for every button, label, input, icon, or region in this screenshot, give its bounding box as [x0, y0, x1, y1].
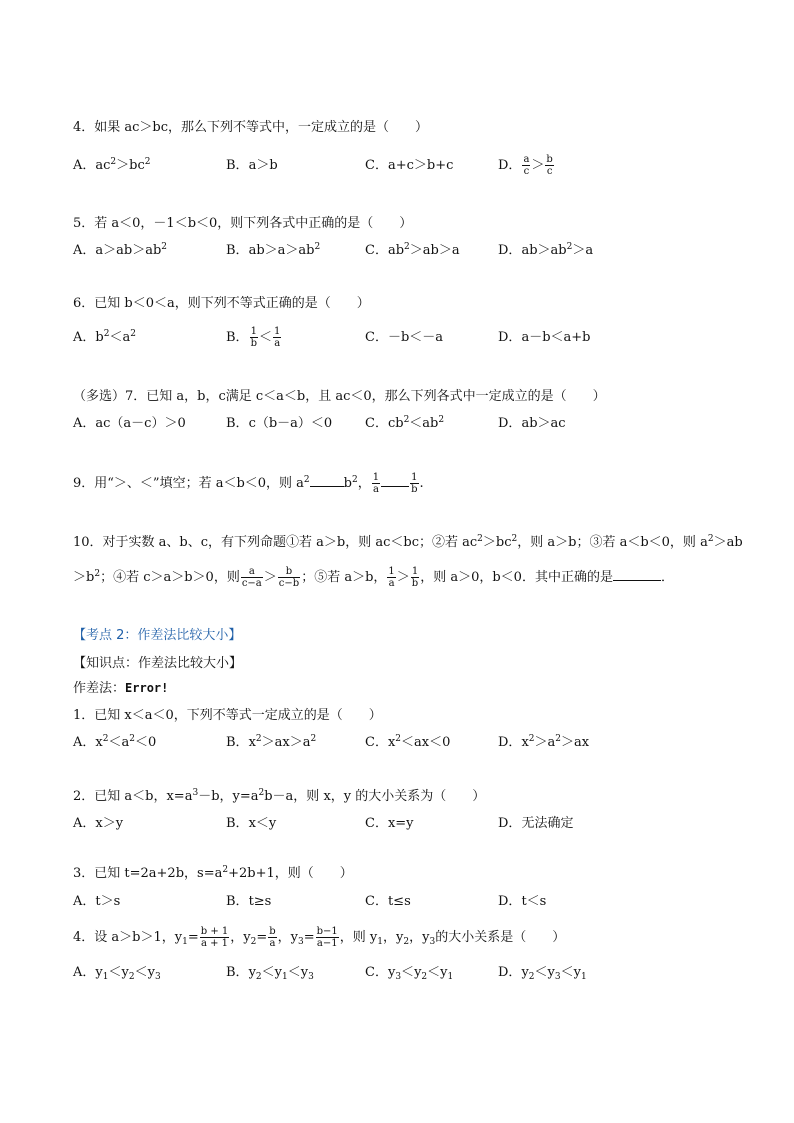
q6-option-d[interactable]: D．a－b＜a+b [498, 330, 591, 345]
q9-line: 9．用“＞、＜”填空；若 a＜b＜0，则 $a^2$ $b^2$， $\frac{1}{a}$ $\frac{1}{b}$ . [73, 472, 424, 495]
q4-stem: 4．如果 ac＞bc，那么下列不等式中，一定成立的是（ ） [73, 120, 429, 135]
s3-option-a[interactable]: A．t＞s [73, 894, 121, 909]
answer-blank[interactable] [310, 474, 344, 487]
q5-option-b[interactable]: B．$ab>a>ab^2$ [226, 242, 321, 258]
q6-option-c[interactable]: C．－b＜－a [365, 330, 444, 345]
q10-line-2: $>b^2$；④若 c＞a＞b＞0，则 $\frac{a}{c-a}$ ＞ $\frac{b}{c-b}$ ；⑤若 a＞b， $\frac{1}{a}$ ＞ $\frac{1}{b}$ ，则 a＞0，b＜0．其中正确的是 ． [73, 566, 674, 589]
s1-stem: 1．已知 x＜a＜0，下列不等式一定成立的是（ ） [73, 708, 382, 723]
q7-option-a[interactable]: A．ac（a－c）＞0 [73, 416, 186, 431]
q6-option-a[interactable]: A．$b^2<a^2$ [73, 329, 136, 345]
q6-option-b[interactable]: B． $\frac{1}{b}$ ＜ $\frac{1}{a}$ [226, 326, 281, 349]
s3-option-d[interactable]: D．t＜s [498, 894, 547, 909]
s2-option-d[interactable]: D．无法确定 [498, 816, 574, 831]
s2-stem: 2．已知 a＜b，$x=a^3-b$，$y=a^2b-a$，则 x，y 的大小关系为（ ） [73, 788, 486, 804]
s4-stem: 4．设 a＞b＞1，$y_1=$ $\frac{b + 1}{a + 1}$ ，$y_2=$ $\frac{b}{a}$ ，$y_3=$ $\frac{b-1}{a-1}$ ，则 $y_1$，$y_2$，$y_3$的大小关系是（ ） [73, 926, 566, 949]
answer-blank[interactable] [613, 568, 661, 581]
q4-option-a[interactable]: A．$ac^2>bc^2$ [73, 157, 151, 173]
s2-option-b[interactable]: B．x＜y [226, 816, 277, 831]
s1-option-a[interactable]: A．$x^2<a^2<0$ [73, 734, 157, 750]
s4-option-b[interactable]: B．$y_2<y_1<y_3$ [226, 965, 314, 982]
fraction: $\frac{1}{a}$ [388, 566, 395, 589]
q6-stem: 6．已知 b＜0＜a，则下列不等式正确的是（ ） [73, 296, 370, 311]
fraction: $\frac{1}{a}$ [372, 472, 380, 495]
answer-blank[interactable] [381, 474, 409, 487]
s1-option-b[interactable]: B．$x^2>ax>a^2$ [226, 734, 317, 750]
method-label: 作差法：Error! [73, 681, 169, 696]
s4-option-d[interactable]: D．$y_2<y_3<y_1$ [498, 965, 587, 982]
fraction: $\frac{b}{c}$ [546, 154, 553, 177]
q5-option-a[interactable]: A．$a>ab>ab^2$ [73, 242, 168, 258]
s2-option-c[interactable]: C．x=y [365, 816, 414, 831]
s2-option-a[interactable]: A．x＞y [73, 816, 124, 831]
fraction: $\frac{b}{a}$ [269, 926, 276, 949]
s3-option-c[interactable]: C．t≤s [365, 894, 411, 909]
q10-line-1: 10．对于实数 a、b、c，有下列命题①若 a＞b，则 ac＜bc；②若 $ac^2>bc^2$，则 a＞b；③若 a＜b＜0，则 $a^2>ab$ [73, 534, 743, 550]
q4-option-b[interactable]: B．a＞b [226, 158, 278, 173]
q7-option-b[interactable]: B．c（b－a）＜0 [226, 416, 333, 431]
fraction: $\frac{b + 1}{a + 1}$ [200, 926, 229, 949]
s1-option-c[interactable]: C．$x^2<ax<0$ [365, 734, 451, 750]
q7-stem: （多选）7．已知 a，b，c满足 c＜a＜b，且 ac＜0，那么下列各式中一定成立的是（ ） [73, 389, 606, 404]
fraction: $\frac{1}{b}$ [250, 326, 257, 349]
s3-stem: 3．已知 t=2a+2b，$s=a^2+2b+1$，则（ ） [73, 865, 353, 881]
q4-option-c[interactable]: C．a+c＞b+c [365, 158, 454, 173]
option-label: A． [73, 158, 96, 173]
s1-option-d[interactable]: D．$x^2>a^2>ax$ [498, 734, 590, 750]
s4-option-a[interactable]: A．$y_1<y_2<y_3$ [73, 965, 161, 982]
fraction: $\frac{b-1}{a-1}$ [316, 926, 338, 949]
q5-option-c[interactable]: C．$ab^2>ab>a$ [365, 242, 460, 258]
fraction: $\frac{a}{c-a}$ [241, 566, 262, 589]
fraction: $\frac{1}{b}$ [411, 566, 419, 589]
s4-option-c[interactable]: C．$y_3<y_2<y_1$ [365, 965, 454, 982]
fraction: $\frac{1}{a}$ [273, 326, 281, 349]
error-text: Error! [125, 681, 169, 695]
section-heading: 【考点 2：作差法比较大小】 [73, 628, 242, 643]
q5-option-d[interactable]: D．$ab>ab^2>a$ [498, 242, 594, 258]
knowledge-point-label: 【知识点：作差法比较大小】 [73, 656, 243, 671]
fraction: $\frac{1}{b}$ [411, 472, 418, 495]
q5-stem: 5．若 a＜0，－1＜b＜0，则下列各式中正确的是（ ） [73, 216, 413, 231]
fraction: $\frac{b}{c-b}$ [278, 566, 300, 589]
q7-option-c[interactable]: C．$cb^2<ab^2$ [365, 415, 445, 431]
s3-option-b[interactable]: B．t≥s [226, 894, 272, 909]
q7-option-d[interactable]: D．ab＞ac [498, 416, 566, 431]
q4-option-d[interactable]: D． $\frac{a}{c}$ ＞ $\frac{b}{c}$ [498, 154, 553, 177]
fraction: $\frac{a}{c}$ [523, 154, 530, 177]
